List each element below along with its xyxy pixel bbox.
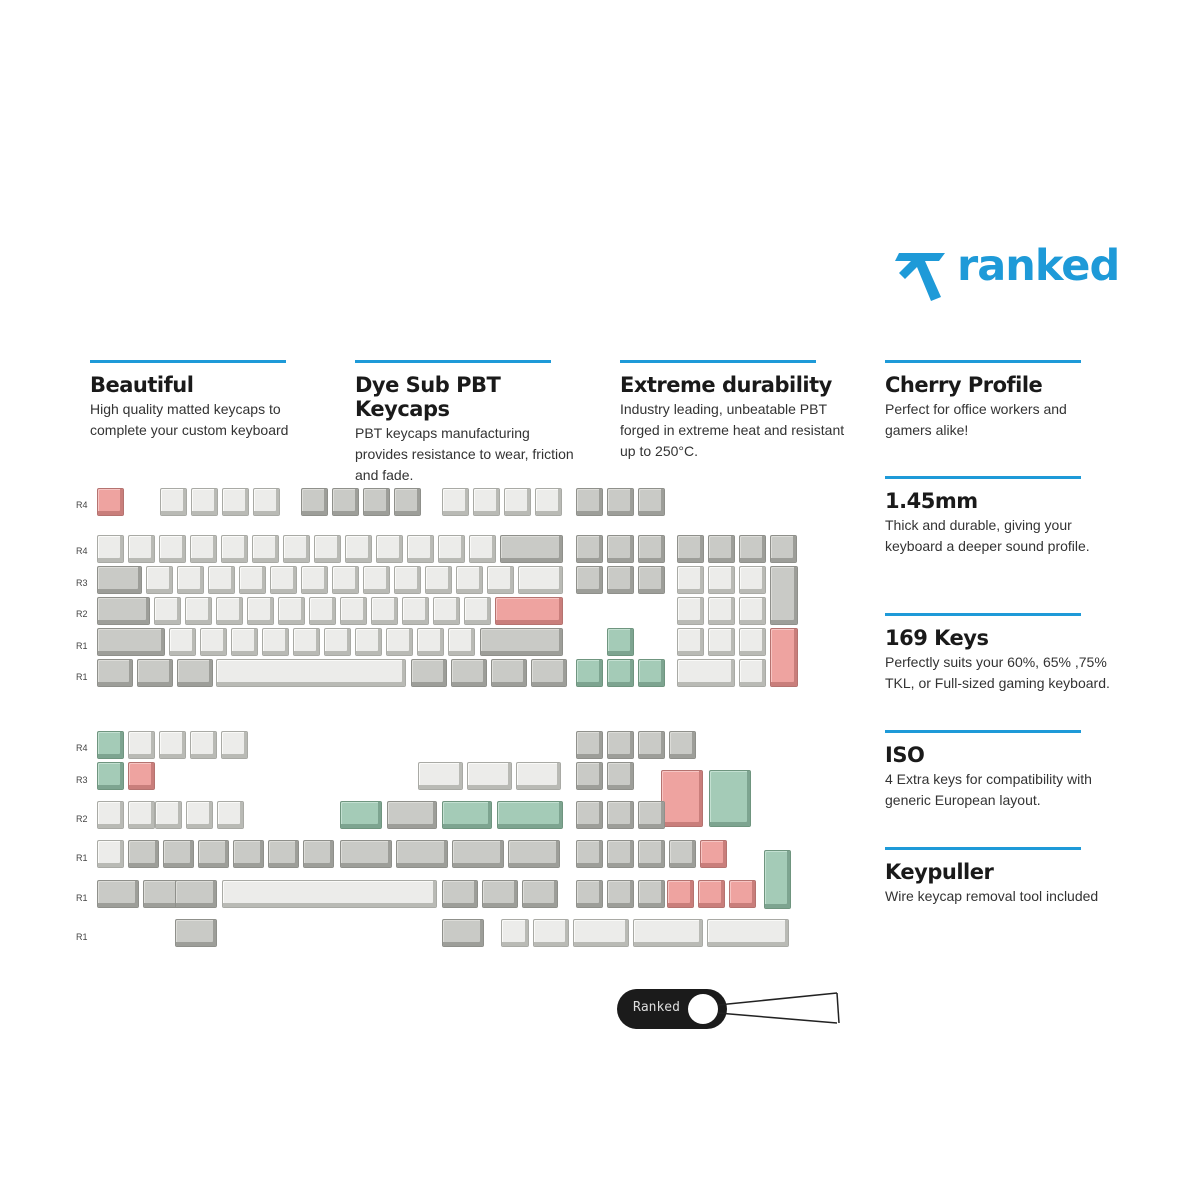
keycap xyxy=(522,880,558,908)
keycap xyxy=(576,731,603,759)
keycap xyxy=(411,659,447,687)
keycap xyxy=(576,659,603,687)
row-label: R1 xyxy=(76,853,88,863)
keycap xyxy=(159,731,186,759)
keycap xyxy=(708,628,735,656)
keycap xyxy=(707,919,789,947)
row-label: R3 xyxy=(76,578,88,588)
keycap xyxy=(217,801,244,829)
keycap xyxy=(764,850,791,909)
keycap xyxy=(698,880,725,908)
keycap xyxy=(303,840,334,868)
keycap xyxy=(128,762,155,790)
keycap xyxy=(442,801,492,829)
keycap xyxy=(208,566,235,594)
keycap xyxy=(708,566,735,594)
keycap xyxy=(159,535,186,563)
keycap xyxy=(270,566,297,594)
keycap xyxy=(97,840,124,868)
keycap xyxy=(576,840,603,868)
keycap xyxy=(154,597,181,625)
keycap xyxy=(677,597,704,625)
keycap xyxy=(185,597,212,625)
row-label: R1 xyxy=(76,641,88,651)
keycap xyxy=(770,628,798,687)
keycap xyxy=(97,659,133,687)
keycap xyxy=(700,840,727,868)
keycap xyxy=(137,659,173,687)
keycap xyxy=(97,488,124,516)
keycap xyxy=(221,535,248,563)
keycap xyxy=(340,801,382,829)
keycap xyxy=(607,566,634,594)
keycap xyxy=(332,488,359,516)
keycap xyxy=(497,801,563,829)
keycap xyxy=(128,535,155,563)
keycap xyxy=(438,535,465,563)
keycap xyxy=(163,840,194,868)
keycap xyxy=(371,597,398,625)
keycap xyxy=(677,535,704,563)
keycap xyxy=(442,919,484,947)
row-label: R1 xyxy=(76,672,88,682)
keycap xyxy=(531,659,567,687)
keycap xyxy=(386,628,413,656)
keypuller-label: Ranked xyxy=(633,1000,680,1015)
keycap xyxy=(231,628,258,656)
keycap xyxy=(177,659,213,687)
keycap xyxy=(314,535,341,563)
keycap xyxy=(247,597,274,625)
keycap xyxy=(190,731,217,759)
keycap xyxy=(464,597,491,625)
keycap xyxy=(533,919,569,947)
keycap xyxy=(97,880,139,908)
keycap xyxy=(97,762,124,790)
keycap xyxy=(770,535,797,563)
feature-desc: 4 Extra keys for compatibility with generic European layout. xyxy=(885,771,1092,808)
keycap xyxy=(418,762,463,790)
keycap xyxy=(770,566,798,625)
keycap xyxy=(160,488,187,516)
keycap xyxy=(638,535,665,563)
keycap xyxy=(253,488,280,516)
keycap xyxy=(293,628,320,656)
row-label: R2 xyxy=(76,814,88,824)
keycap xyxy=(708,597,735,625)
keycap xyxy=(638,731,665,759)
row-label: R4 xyxy=(76,500,88,510)
feature-title: Beautiful xyxy=(90,373,194,397)
keycap xyxy=(677,628,704,656)
feature-title: Cherry Profile xyxy=(885,373,1043,397)
keycap xyxy=(638,880,665,908)
keycap xyxy=(402,597,429,625)
keycap xyxy=(128,840,159,868)
keycap xyxy=(252,535,279,563)
feature-title: ISO xyxy=(885,743,925,767)
keycap xyxy=(739,566,766,594)
keycap xyxy=(324,628,351,656)
keycap xyxy=(661,770,703,827)
keycap xyxy=(191,488,218,516)
keycap xyxy=(518,566,563,594)
feature-title: Dye Sub PBT Keycaps xyxy=(355,373,501,421)
keycap xyxy=(638,801,665,829)
keycap xyxy=(638,659,665,687)
brand-name: ranked xyxy=(957,241,1120,291)
keycap xyxy=(491,659,527,687)
keycap xyxy=(394,488,421,516)
keycap xyxy=(175,919,217,947)
keycap xyxy=(456,566,483,594)
feature-desc: Wire keycap removal tool included xyxy=(885,888,1099,904)
keycap xyxy=(268,840,299,868)
feature-title: Extreme durability xyxy=(620,373,832,397)
keycap xyxy=(394,566,421,594)
keycap xyxy=(278,597,305,625)
keycap xyxy=(376,535,403,563)
keycap xyxy=(480,628,563,656)
keycap xyxy=(739,628,766,656)
keycap xyxy=(97,731,124,759)
keycap xyxy=(283,535,310,563)
keycap xyxy=(467,762,512,790)
keycap xyxy=(739,535,766,563)
feature-desc: Perfect for office workers and gamers alike! xyxy=(885,401,1067,438)
keycap xyxy=(97,566,142,594)
keycap xyxy=(345,535,372,563)
keycap xyxy=(97,801,124,829)
keycap xyxy=(452,840,504,868)
keycap xyxy=(482,880,518,908)
feature-desc: PBT keycaps manufacturing provides resistance to wear, friction and fade. xyxy=(355,425,574,483)
keycap xyxy=(407,535,434,563)
keycap xyxy=(739,659,766,687)
keycap xyxy=(669,840,696,868)
keycap xyxy=(425,566,452,594)
keycap xyxy=(216,597,243,625)
row-label: R4 xyxy=(76,743,88,753)
keycap xyxy=(516,762,561,790)
keycap xyxy=(301,566,328,594)
row-label: R1 xyxy=(76,893,88,903)
keycap xyxy=(222,488,249,516)
feature-title: Keypuller xyxy=(885,860,994,884)
keycap xyxy=(222,880,437,908)
keycap xyxy=(155,801,182,829)
keycap xyxy=(573,919,629,947)
keycap xyxy=(363,488,390,516)
keycap xyxy=(175,880,217,908)
keycap xyxy=(396,840,448,868)
keycap xyxy=(607,731,634,759)
keycap xyxy=(469,535,496,563)
keycap xyxy=(442,880,478,908)
keycap xyxy=(607,628,634,656)
keycap xyxy=(607,762,634,790)
keycap xyxy=(387,801,437,829)
keycap xyxy=(576,566,603,594)
keycap xyxy=(504,488,531,516)
keycap xyxy=(708,535,735,563)
keycap xyxy=(221,731,248,759)
row-label: R4 xyxy=(76,546,88,556)
keycap xyxy=(709,770,751,827)
keycap xyxy=(500,535,563,563)
keycap xyxy=(128,801,155,829)
keycap xyxy=(309,597,336,625)
keycap xyxy=(487,566,514,594)
keycap xyxy=(128,731,155,759)
row-label: R1 xyxy=(76,932,88,942)
keycap xyxy=(576,880,603,908)
keycap xyxy=(473,488,500,516)
keycap xyxy=(607,488,634,516)
keycap xyxy=(535,488,562,516)
keycap xyxy=(451,659,487,687)
keycap xyxy=(216,659,406,687)
row-label: R2 xyxy=(76,609,88,619)
keycap xyxy=(576,801,603,829)
feature-title: 169 Keys xyxy=(885,626,989,650)
keycap xyxy=(607,840,634,868)
keycap xyxy=(576,488,603,516)
feature-desc: Perfectly suits your 60%, 65% ,75% TKL, or Full-sized gaming keyboard. xyxy=(885,654,1110,691)
keycap xyxy=(177,566,204,594)
keycap xyxy=(448,628,475,656)
keycap xyxy=(169,628,196,656)
keycap xyxy=(667,880,694,908)
keycap xyxy=(607,880,634,908)
keycap xyxy=(332,566,359,594)
keycap xyxy=(97,535,124,563)
keycap xyxy=(501,919,529,947)
feature-desc: Industry leading, unbeatable PBT forged in extreme heat and resistant up to 250°C. xyxy=(620,401,845,459)
keycap xyxy=(146,566,173,594)
keycap xyxy=(433,597,460,625)
keycap xyxy=(739,597,766,625)
keycap xyxy=(607,659,634,687)
keycap xyxy=(638,488,665,516)
keycap xyxy=(233,840,264,868)
keycap xyxy=(190,535,217,563)
keycap xyxy=(186,801,213,829)
keycap xyxy=(638,566,665,594)
keycap xyxy=(508,840,560,868)
feature-desc: High quality matted keycaps to complete your custom keyboard xyxy=(90,401,289,438)
keycap xyxy=(301,488,328,516)
keycap xyxy=(638,840,665,868)
keycap xyxy=(607,801,634,829)
keycap xyxy=(495,597,563,625)
keycap xyxy=(729,880,756,908)
keycap xyxy=(677,659,735,687)
keycap xyxy=(239,566,266,594)
feature-title: 1.45mm xyxy=(885,489,978,513)
keycap xyxy=(355,628,382,656)
keycap xyxy=(442,488,469,516)
keycap xyxy=(677,566,704,594)
keycap xyxy=(363,566,390,594)
keycap xyxy=(97,597,150,625)
keycap xyxy=(607,535,634,563)
keycap xyxy=(198,840,229,868)
keycap xyxy=(200,628,227,656)
keycap xyxy=(262,628,289,656)
keycap xyxy=(576,762,603,790)
feature-desc: Thick and durable, giving your keyboard a deeper sound profile. xyxy=(885,517,1090,554)
keycap xyxy=(576,535,603,563)
keycap xyxy=(340,840,392,868)
keypuller-illustration xyxy=(615,985,845,1035)
keycap xyxy=(97,628,165,656)
keycap xyxy=(340,597,367,625)
keycap xyxy=(633,919,703,947)
row-label: R3 xyxy=(76,775,88,785)
keycap xyxy=(417,628,444,656)
keycap xyxy=(669,731,696,759)
